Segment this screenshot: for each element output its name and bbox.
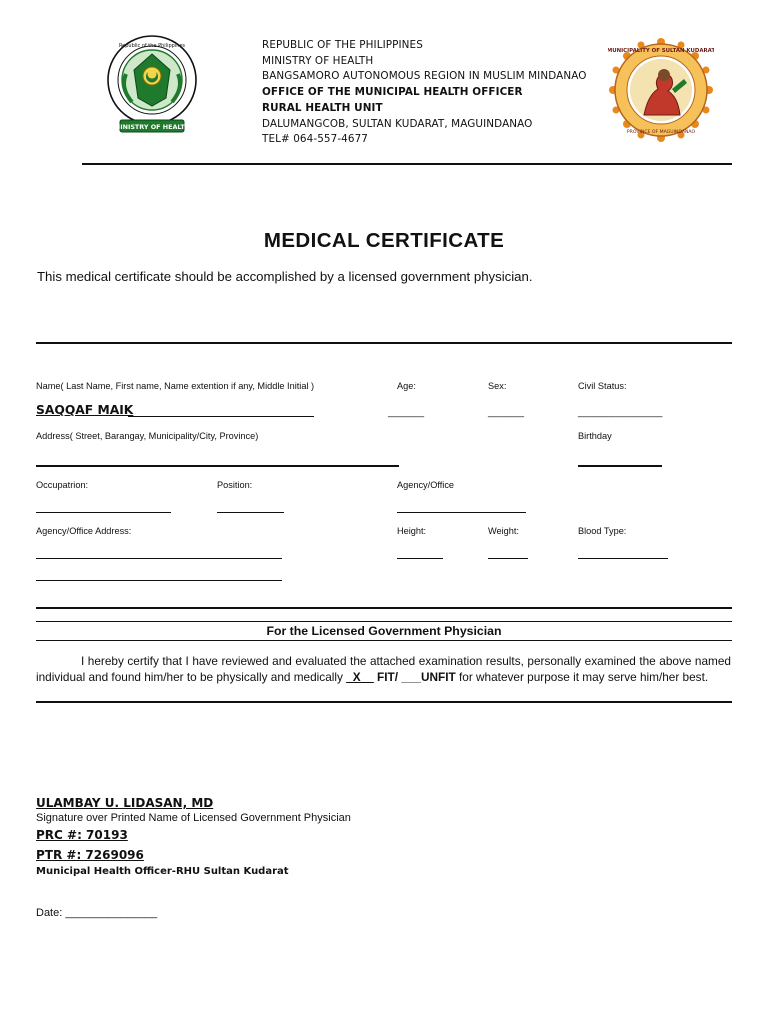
address-label: Address( Street, Barangay, Municipality/City, Province) — [36, 431, 259, 441]
header-divider — [82, 163, 732, 165]
agency-label: Agency/Office — [397, 480, 455, 490]
certification-text-part2: for whatever purpose it may serve him/her best. — [455, 670, 709, 684]
municipality-seal — [608, 37, 714, 143]
birthday-label: Birthday — [578, 431, 612, 441]
prc-number: PRC #: 70193 — [36, 828, 128, 842]
ptr-number: PTR #: 7269096 — [36, 848, 144, 862]
svg-text:Republic of the Philippines: Republic of the Philippines — [118, 43, 186, 49]
occupation-label: Occupatrion: — [36, 480, 89, 490]
svg-text:MUNICIPALITY OF SULTAN KUDARAT: MUNICIPALITY OF SULTAN KUDARAT — [608, 48, 714, 54]
section-divider — [36, 342, 732, 344]
weight-label: Weight: — [488, 526, 519, 536]
birthday-field[interactable] — [578, 465, 662, 467]
section-divider — [36, 607, 732, 609]
blood-type-label: Blood Type: — [578, 526, 627, 536]
agency-address-field-line2[interactable] — [36, 580, 282, 581]
date-field[interactable]: _______________ — [65, 907, 158, 919]
letterhead-line: TEL# 064-557-4677 — [262, 133, 369, 146]
physician-section-heading: For the Licensed Government Physician — [266, 624, 502, 638]
agency-address-field[interactable] — [36, 558, 282, 559]
unfit-label: UNFIT — [420, 670, 456, 684]
age-value[interactable]: ______ — [388, 406, 425, 418]
section-divider — [36, 701, 732, 703]
name-value[interactable]: SAQQAF MAIK — [36, 403, 134, 417]
letterhead — [262, 38, 587, 148]
letterhead-line: REPUBLIC OF THE PHILIPPINES — [262, 39, 423, 51]
name-underline — [128, 416, 314, 417]
letterhead-line: MINISTRY OF HEALTH — [262, 54, 374, 67]
letterhead-line: OFFICE OF THE MUNICIPAL HEALTH OFFICER — [262, 86, 523, 99]
occupation-field[interactable] — [36, 512, 171, 513]
address-field[interactable] — [36, 465, 399, 467]
fit-mark[interactable]: _X__ — [346, 670, 374, 684]
weight-field[interactable] — [488, 558, 528, 559]
date-label: Date: — [36, 907, 63, 919]
agency-address-label: Agency/Office Address: — [36, 526, 132, 536]
civil-status-label: Civil Status: — [578, 381, 627, 391]
letterhead-line: DALUMANGCOB, SULTAN KUDARAT, MAGUINDANAO — [262, 117, 533, 130]
sex-value[interactable]: ______ — [488, 406, 525, 418]
fit-label: FIT/ — [377, 670, 398, 684]
certification-text-part1: I hereby certify that I have reviewed and evaluated the attached examination results, personally examined the above named individual and found him/her to be physically and medically — [36, 654, 731, 684]
unfit-mark[interactable]: ___ — [401, 670, 421, 684]
blood-type-field[interactable] — [578, 558, 668, 559]
date-line — [36, 907, 157, 919]
letterhead-line: RURAL HEALTH UNIT — [262, 101, 383, 114]
sex-label: Sex: — [488, 381, 507, 391]
height-label: Height: — [397, 526, 427, 536]
document-title: MEDICAL CERTIFICATE — [263, 229, 505, 252]
position-field[interactable] — [217, 512, 284, 513]
agency-field[interactable] — [397, 512, 526, 513]
section-divider — [36, 621, 732, 622]
physician-name: ULAMBAY U. LIDASAN, MD — [36, 796, 214, 810]
position-label: Position: — [217, 480, 253, 490]
ministry-of-health-seal — [104, 34, 200, 140]
svg-text:PROVINCE OF MAGUINDANAO: PROVINCE OF MAGUINDANAO — [626, 130, 696, 135]
height-field[interactable] — [397, 558, 443, 559]
logo-banner-text: MINISTRY OF HEALTH — [113, 123, 191, 131]
physician-position: Municipal Health Officer-RHU Sultan Kudarat — [36, 866, 289, 877]
signature-caption: Signature over Printed Name of Licensed Government Physician — [36, 812, 351, 824]
civil-status-value[interactable]: ______________ — [578, 406, 663, 418]
certification-statement — [36, 653, 731, 685]
age-label: Age: — [397, 381, 416, 391]
instruction-text: This medical certificate should be accomplished by a licensed government physician. — [37, 269, 533, 284]
letterhead-line: BANGSAMORO AUTONOMOUS REGION IN MUSLIM MINDANAO — [262, 70, 587, 83]
name-label: Name( Last Name, First name, Name extention if any, Middle Initial ) — [36, 381, 315, 391]
section-divider — [36, 640, 732, 641]
